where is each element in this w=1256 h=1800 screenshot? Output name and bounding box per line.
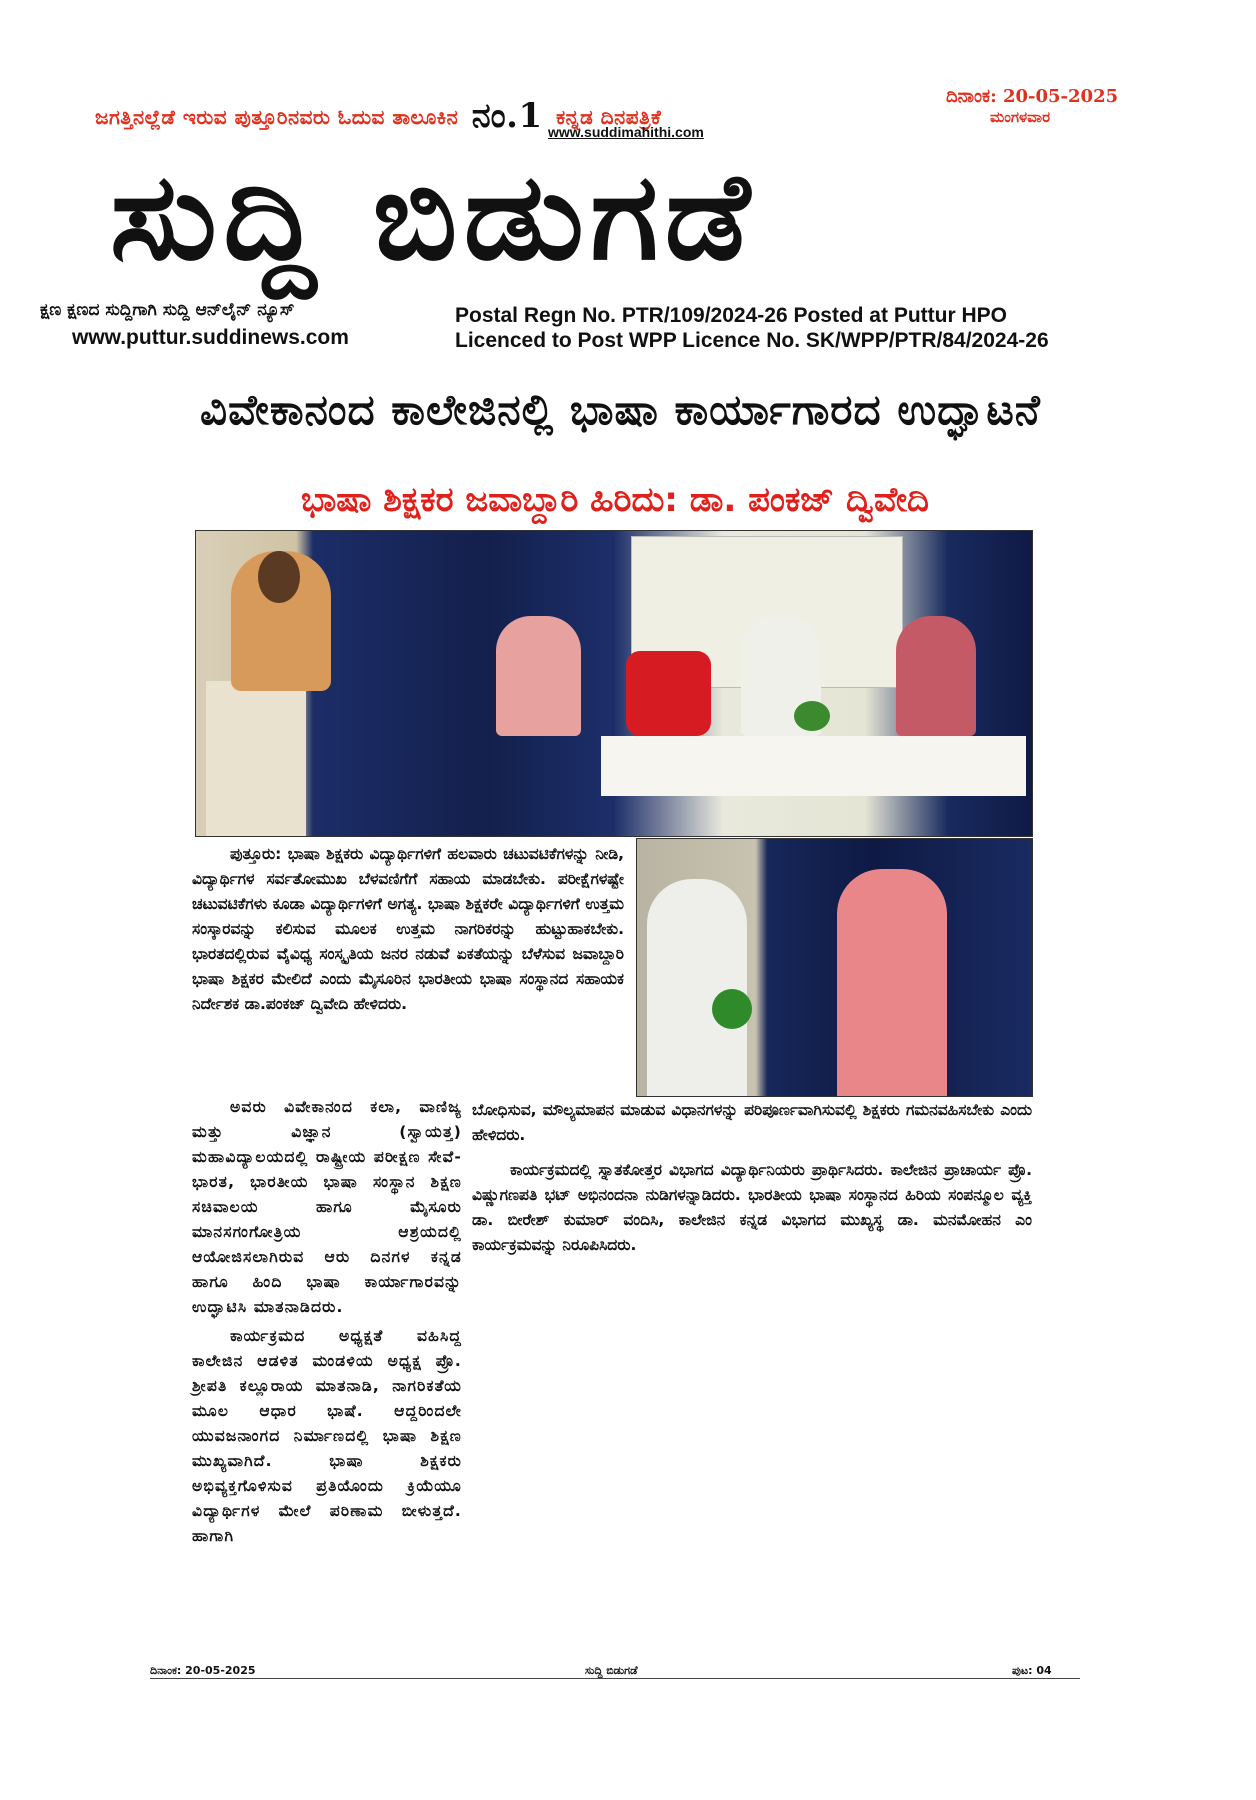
speaker-head	[258, 551, 300, 603]
article-headline: ವಿವೇಕಾನಂದ ಕಾಲೇಜಿನಲ್ಲಿ ಭಾಷಾ ಕಾರ್ಯಾಗಾರದ ಉದ್ಘಾಟನೆ	[200, 385, 1041, 434]
sub-website: www.puttur.suddinews.com	[72, 326, 349, 349]
podium	[206, 681, 306, 836]
dais-table	[601, 736, 1026, 796]
plant	[794, 701, 830, 731]
postal-registration: Postal Regn No. PTR/109/2024-26 Posted at Puttur HPO	[455, 304, 1007, 327]
column2-paragraph: ಬೋಧಿಸುವ, ಮೌಲ್ಯಮಾಪನ ಮಾಡುವ ವಿಧಾನಗಳನ್ನು ಪರಿಪೂರ್ಣವಾಗಿಸುವಲ್ಲಿ ಶಿಕ್ಷಕರು ಗಮನವಹಿಸಬೇಕು ಎಂದು ಹೇಳಿದರು.	[472, 1101, 1032, 1144]
tagline-end: ಕನ್ನಡ ದಿನಪತ್ರಿಕೆ	[556, 105, 662, 129]
footer-page-number: ಪುಟ: 04	[1012, 1664, 1052, 1677]
header-date: ದಿನಾಂಕ: 20-05-2025	[946, 86, 1119, 107]
header-day: ಮಂಗಳವಾರ	[990, 108, 1051, 126]
felicitation-photo	[636, 838, 1033, 1097]
masthead-title: ಸುದ್ದಿ ಬಿಡುಗಡೆ	[110, 148, 757, 287]
sub-tagline: ಕ್ಷಣ ಕ್ಷಣದ ಸುದ್ದಿಗಾಗಿ ಸುದ್ದಿ ಆನ್‌ಲೈನ್ ನ್ಯೂಸ್	[40, 300, 295, 320]
footer-divider	[150, 1678, 1080, 1679]
guest-left	[496, 616, 581, 736]
footer-paper-name: ಸುದ್ದಿ ಬಿಡುಗಡೆ	[585, 1664, 638, 1677]
guest-right	[896, 616, 976, 736]
number-one-badge: ನಂ.1	[471, 96, 543, 136]
article-column-1	[192, 1095, 462, 1549]
postal-licence: Licenced to Post WPP Licence No. SK/WPP/PTR/84/2024-26	[455, 329, 1049, 352]
event-stage-photo	[195, 530, 1033, 837]
column2-paragraph: ಕಾರ್ಯಕ್ರಮದಲ್ಲಿ ಸ್ನಾತಕೋತ್ತರ ವಿಭಾಗದ ವಿದ್ಯಾರ್ಥಿನಿಯರು ಪ್ರಾರ್ಥಿಸಿದರು. ಕಾಲೇಜಿನ ಪ್ರಾಚಾರ್ಯ ಪ್ರೊ. ವಿಷ್ಣುಗಣಪತಿ ಭಟ್ ಅಭಿನಂದನಾ ನುಡಿಗಳನ್ನಾಡಿದರು. ಭಾರತೀಯ ಭಾಷಾ ಸಂಸ್ಥಾನದ ಹಿರಿಯ ಸಂಪನ್ಮೂಲ ವ್ಯಕ್ತಿ ಡಾ. ಬೀರೇಶ್ ಕುಮಾರ್ ವಂದಿಸಿ, ಕಾಲೇಜಿನ ಕನ್ನಡ ವಿಭಾಗದ ಮುಖ್ಯಸ್ಥ ಡಾ. ಮನಮೋಹನ ಎಂ ಕಾರ್ಯಕ್ರಮವನ್ನು ನಿರೂಪಿಸಿದರು.	[472, 1161, 1032, 1254]
tagline-text: ಜಗತ್ತಿನಲ್ಲೆಡೆ ಇರುವ ಪುತ್ತೂರಿನವರು ಓದುವ ತಾಲೂಕಿನ	[95, 105, 459, 129]
article-column-2	[472, 1098, 1032, 1258]
article-subheadline: ಭಾಷಾ ಶಿಕ್ಷಕರ ಜವಾಬ್ದಾರಿ ಹಿರಿದು: ಡಾ. ಪಂಕಜ್ ದ್ವಿವೇದಿ	[301, 480, 929, 520]
lead-paragraph: ಪುತ್ತೂರು: ಭಾಷಾ ಶಿಕ್ಷಕರು ವಿದ್ಯಾರ್ಥಿಗಳಿಗೆ ಹಲವಾರು ಚಟುವಟಿಕೆಗಳನ್ನು ನೀಡಿ, ವಿದ್ಯಾರ್ಥಿಗಳ ಸರ್ವತೋಮುಖ ಬೆಳವಣಿಗೆಗೆ ಸಹಾಯ ಮಾಡಬೇಕು. ಪರೀಕ್ಷೆಗಳಷ್ಟೇ ಚಟುವಟಿಕೆಗಳು ಕೂಡಾ ವಿದ್ಯಾರ್ಥಿಗಳಿಗೆ ಅಗತ್ಯ. ಭಾಷಾ ಶಿಕ್ಷಕರೇ ವಿದ್ಯಾರ್ಥಿಗಳಿಗೆ ಉತ್ತಮ ಸಂಸ್ಕಾರವನ್ನು ಕಲಿಸುವ ಮೂಲಕ ಉತ್ತಮ ನಾಗರಿಕರನ್ನು ಹುಟ್ಟುಹಾಕಬೇಕು. ಭಾರತದಲ್ಲಿರುವ ವೈವಿಧ್ಯ ಸಂಸ್ಕೃತಿಯ ಜನರ ನಡುವೆ ಏಕತೆಯನ್ನು ಬೆಳೆಸುವ ಜವಾಬ್ದಾರಿ ಭಾಷಾ ಶಿಕ್ಷಕರ ಮೇಲಿದೆ ಎಂದು ಮೈಸೂರಿನ ಭಾರತೀಯ ಭಾಷಾ ಸಂಸ್ಥಾನದ ಸಹಾಯಕ ನಿರ್ದೇಶಕ ಡಾ.ಪಂಕಜ್ ದ್ವಿವೇದಿ ಹೇಳಿದರು.	[192, 845, 624, 1013]
man-namaste	[837, 869, 947, 1096]
footer-date: ದಿನಾಂಕ: 20-05-2025	[150, 1664, 256, 1677]
column1-paragraph: ಕಾರ್ಯಕ್ರಮದ ಅಧ್ಯಕ್ಷತೆ ವಹಿಸಿದ್ದ ಕಾಲೇಜಿನ ಆಡಳಿತ ಮಂಡಳಿಯ ಅಧ್ಯಕ್ಷ ಪ್ರೊ. ಶ್ರೀಪತಿ ಕಲ್ಲೂರಾಯ ಮಾತನಾಡಿ, ನಾಗರಿಕತೆಯ ಮೂಲ ಆಧಾರ ಭಾಷೆ. ಆದ್ದರಿಂದಲೇ ಯುವಜನಾಂಗದ ನಿರ್ಮಾಣದಲ್ಲಿ ಭಾಷಾ ಶಿಕ್ಷಣ ಮುಖ್ಯವಾಗಿದೆ. ಭಾಷಾ ಶಿಕ್ಷಕರು ಅಭಿವ್ಯಕ್ತಗೊಳಿಸುವ ಪ್ರತಿಯೊಂದು ಕ್ರಿಯೆಯೂ ವಿದ್ಯಾರ್ಥಿಗಳ ಮೇಲೆ ಪರಿಣಾಮ ಬೀಳುತ್ತದೆ. ಹಾಗಾಗಿ	[192, 1327, 462, 1545]
flower-bouquet	[712, 989, 752, 1029]
website-top: www.suddimahithi.com	[548, 124, 704, 140]
header-tagline	[95, 96, 855, 136]
man-with-flowers	[647, 879, 747, 1096]
red-chair	[626, 651, 711, 736]
column1-paragraph: ಅವರು ವಿವೇಕಾನಂದ ಕಲಾ, ವಾಣಿಜ್ಯ ಮತ್ತು ವಿಜ್ಞಾನ (ಸ್ವಾಯತ್ತ) ಮಹಾವಿದ್ಯಾಲಯದಲ್ಲಿ ರಾಷ್ಟ್ರೀಯ ಪರೀಕ್ಷಣ ಸೇವೆ-ಭಾರತ, ಭಾರತೀಯ ಭಾಷಾ ಸಂಸ್ಥಾನ ಶಿಕ್ಷಣ ಸಚಿವಾಲಯ ಹಾಗೂ ಮೈಸೂರು ಮಾನಸಗಂಗೋತ್ರಿಯ ಆಶ್ರಯದಲ್ಲಿ ಆಯೋಜಿಸಲಾಗಿರುವ ಆರು ದಿನಗಳ ಕನ್ನಡ ಹಾಗೂ ಹಿಂದಿ ಭಾಷಾ ಕಾರ್ಯಾಗಾರವನ್ನು ಉದ್ಘಾಟಿಸಿ ಮಾತನಾಡಿದರು.	[192, 1098, 462, 1316]
